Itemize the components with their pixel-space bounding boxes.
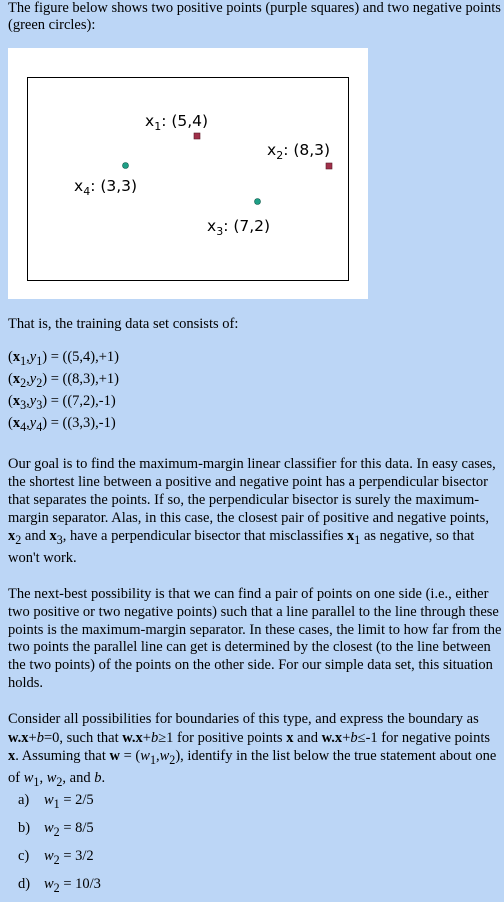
choice-c[interactable]: c) $w_2 = 3/2$ (18, 848, 94, 867)
choice-a[interactable]: a) $w_1 = 2/5$ (18, 792, 94, 811)
intro-text: The figure below shows two positive points (purple squares) and two negative points (green circles): (8, 0, 501, 33)
answer-choices (18, 789, 318, 901)
training-row-4: $(x_4,y_4) = ((3,3),-1)$ (8, 415, 116, 434)
paragraph-next-best: The next-best possibility is that we can find a pair of points on one side (i.e., either two positive or two negative points) such that a line parallel to the line through these points is the maximum-margin separator. In these cases, the limit to how far from the two points the parallel line can get is determined by the closest (to the line between the two points) of the points on the other side. For our simple data set, this situation holds. (8, 586, 502, 691)
point-label-x3: $x_3$: (7,2) (207, 217, 271, 238)
scatter-svg (8, 48, 368, 299)
negative-point-x3 (255, 199, 261, 205)
paragraph-easy-cases: Our goal is to find the maximum-margin linear classifier for this data. In easy cases, the shortest line between a positive and negative point has a perpendicular bisector that separates the points. If so, the perpendicular bisector is surely the maximum-margin separator. Alas, in this case, the closest pair of positive and negative points, $x_2$ and $x_3$, have a perpendicular bisector that misclassifies $x_1$ as negative, so that won't work. (8, 456, 496, 566)
training-row-1: $(x_1,y_1) = ((5,4),+1)$ (8, 349, 120, 368)
positive-point-x1 (194, 133, 200, 139)
positive-point-x2 (326, 163, 332, 169)
choice-b[interactable]: b) $w_2 = 8/5$ (18, 820, 94, 839)
training-row-2: $(x_2,y_2) = ((8,3),+1)$ (8, 371, 120, 390)
scatter-figure (8, 48, 368, 299)
paragraph-question: Consider all possibilities for boundaries of this type, and express the boundary as w.x+b=0, such that w.x+b≥1 for positive points x and w.x+b≤-1 for negative points x. Assuming that $w = (w_1,w_2)$, identify in the list below the true statement about one of $w_1$, $w_2$, and b. (8, 711, 497, 790)
training-intro: That is, the training data set consists of: (8, 316, 239, 332)
choice-d[interactable]: d) $w_2 = 10/3$ (18, 876, 101, 895)
point-label-x1: $x_1$: (5,4) (145, 112, 209, 133)
point-label-x2: $x_2$: (8,3) (267, 141, 331, 162)
training-data-list (8, 346, 502, 434)
training-row-3: $(x_3,y_3) = ((7,2),-1)$ (8, 393, 116, 412)
negative-point-x4 (123, 163, 129, 169)
point-label-x4: $x_4$: (3,3) (74, 177, 138, 198)
